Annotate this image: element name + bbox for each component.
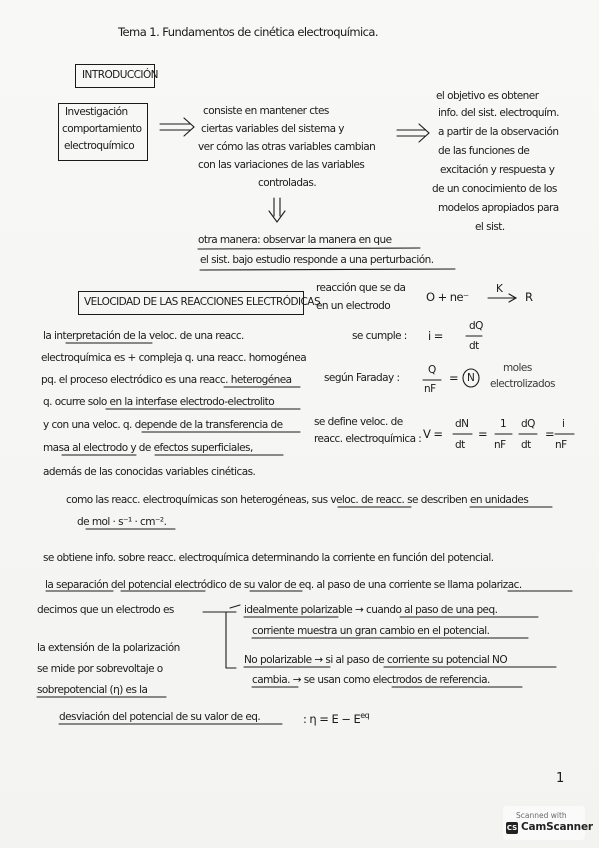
reaction-equation: O + ne⁻ (426, 290, 469, 304)
page-title: Tema 1. Fundamentos de cinética electroquímica. (118, 25, 379, 39)
velocity-eq-lhs: V = (423, 427, 443, 441)
consiste-line: ver cómo las otras variables cambian (198, 141, 376, 153)
otra-manera-line: otra manera: observar la manera en que (198, 234, 392, 246)
investigation-line: Investigación (65, 106, 128, 118)
dQ-numerator: dQ (521, 418, 535, 430)
equals-sign: = (545, 427, 555, 441)
velocidad-text-line: q. ocurre solo en la interfase electrodo-electrolito (43, 396, 275, 408)
objetivo-line: de las funciones de (438, 145, 530, 157)
dt-denominator: dt (521, 439, 531, 451)
objetivo-line: info. del sist. electroquím. (438, 107, 559, 119)
extension-line: sobrepotencial (η) es la (37, 684, 148, 696)
dt-denominator: dt (455, 439, 465, 451)
nF-denominator: nF (494, 439, 506, 451)
no-polarizable-line: cambia. → se usan como electrodos de referencia. (252, 674, 490, 686)
velocidad-text-line: pq. el proceso electródico es una reacc. heterogénea (41, 374, 292, 386)
decimos-label: decimos que un electrodo es (37, 604, 174, 616)
objetivo-line: a partir de la observación (438, 126, 559, 138)
otra-manera-line: el sist. bajo estudio responde a una perturbación. (200, 254, 434, 266)
eta-equation: : η = E − E (303, 711, 361, 726)
page-number: 1 (556, 771, 564, 786)
nF-denominator: nF (424, 383, 436, 395)
dN-numerator: dN (455, 418, 469, 430)
reaccion-label: en un electrodo (316, 300, 391, 312)
unidades-line: como las reacc. electroquímicas son heterogéneas, sus veloc. de reacc. se describen en unidades (66, 494, 529, 506)
velocidad-text-line: electroquímica es + compleja q. una reacc. homogénea (41, 352, 307, 364)
velocidad-text-line: y con una veloc. q. depende de la transferencia de (43, 419, 283, 431)
equals-sign: = (449, 371, 459, 385)
define-label: se define veloc. de (314, 416, 403, 428)
objetivo-line: de un conocimiento de los (432, 183, 557, 195)
objetivo-line: el sist. (475, 221, 505, 233)
rate-constant-k: K (496, 283, 503, 295)
consiste-line: consiste en mantener ctes (203, 105, 329, 117)
current-eq-lhs: i = (428, 329, 443, 343)
Q-numerator: Q (428, 364, 436, 376)
objetivo-line: excitación y respuesta y (440, 164, 555, 176)
equals-sign: = (478, 427, 488, 441)
reaction-product: R (525, 290, 533, 304)
i-numerator: i (562, 418, 565, 430)
intro-heading: INTRODUCCIÓN (82, 69, 158, 81)
objetivo-line: el objetivo es obtener (436, 90, 539, 102)
objetivo-line: modelos apropiados para (438, 202, 559, 214)
eq-superscript: eq (360, 711, 370, 720)
dt-denominator: dt (469, 340, 479, 352)
velocidad-text-line: además de las conocidas variables cinéticas. (43, 466, 256, 478)
no-polarizable-line: No polarizable → si al paso de corriente su potencial NO (244, 654, 508, 666)
one-numerator: 1 (500, 418, 507, 430)
moles-note: moles (503, 362, 532, 374)
consiste-line: controladas. (258, 177, 317, 189)
reaccion-label: reacción que se da (316, 282, 406, 294)
polarizacion-line: la separación del potencial electródico de su valor de eq. al paso de una corriente se llama polarizac. (45, 579, 522, 591)
velocidad-heading: VELOCIDAD DE LAS REACCIONES ELECTRÓDICAS (84, 296, 321, 308)
dQ-numerator: dQ (469, 320, 483, 332)
unidades-line: de mol · s⁻¹ · cm⁻². (77, 516, 167, 528)
investigation-line: comportamiento (62, 123, 142, 135)
velocidad-text-line: la interpretación de la veloc. de una reacc. (43, 330, 244, 342)
moles-note: electrolizados (490, 378, 555, 390)
ideal-line: idealmente polarizable → cuando al paso de una peq. (244, 604, 498, 616)
faraday-label: según Faraday : (324, 372, 400, 384)
consiste-line: ciertas variables del sistema y (201, 123, 344, 135)
extension-line: se mide por sobrevoltaje o (37, 663, 163, 675)
consiste-line: con las variaciones de las variables (198, 159, 365, 171)
investigation-line: electroquímico (64, 140, 135, 152)
nF-denominator: nF (555, 439, 567, 451)
camscanner-name: CamScanner (521, 821, 593, 833)
polarizacion-line: se obtiene info. sobre reacc. electroquímica determinando la corriente en función del potencial. (43, 552, 494, 564)
ideal-line: corriente muestra un gran cambio en el potencial. (252, 625, 490, 637)
extension-line: la extensión de la polarización (37, 642, 180, 654)
camscanner-logo-icon: CS (506, 824, 518, 832)
define-label: reacc. electroquímica : (314, 433, 422, 445)
N-circled: N (467, 372, 475, 384)
scanned-with-label: Scanned with (516, 811, 567, 820)
se-cumple-label: se cumple : (352, 330, 407, 342)
velocidad-text-line: masa al electrodo y de efectos superficiales, (43, 442, 253, 454)
extension-line: desviación del potencial de su valor de eq. (59, 711, 261, 723)
